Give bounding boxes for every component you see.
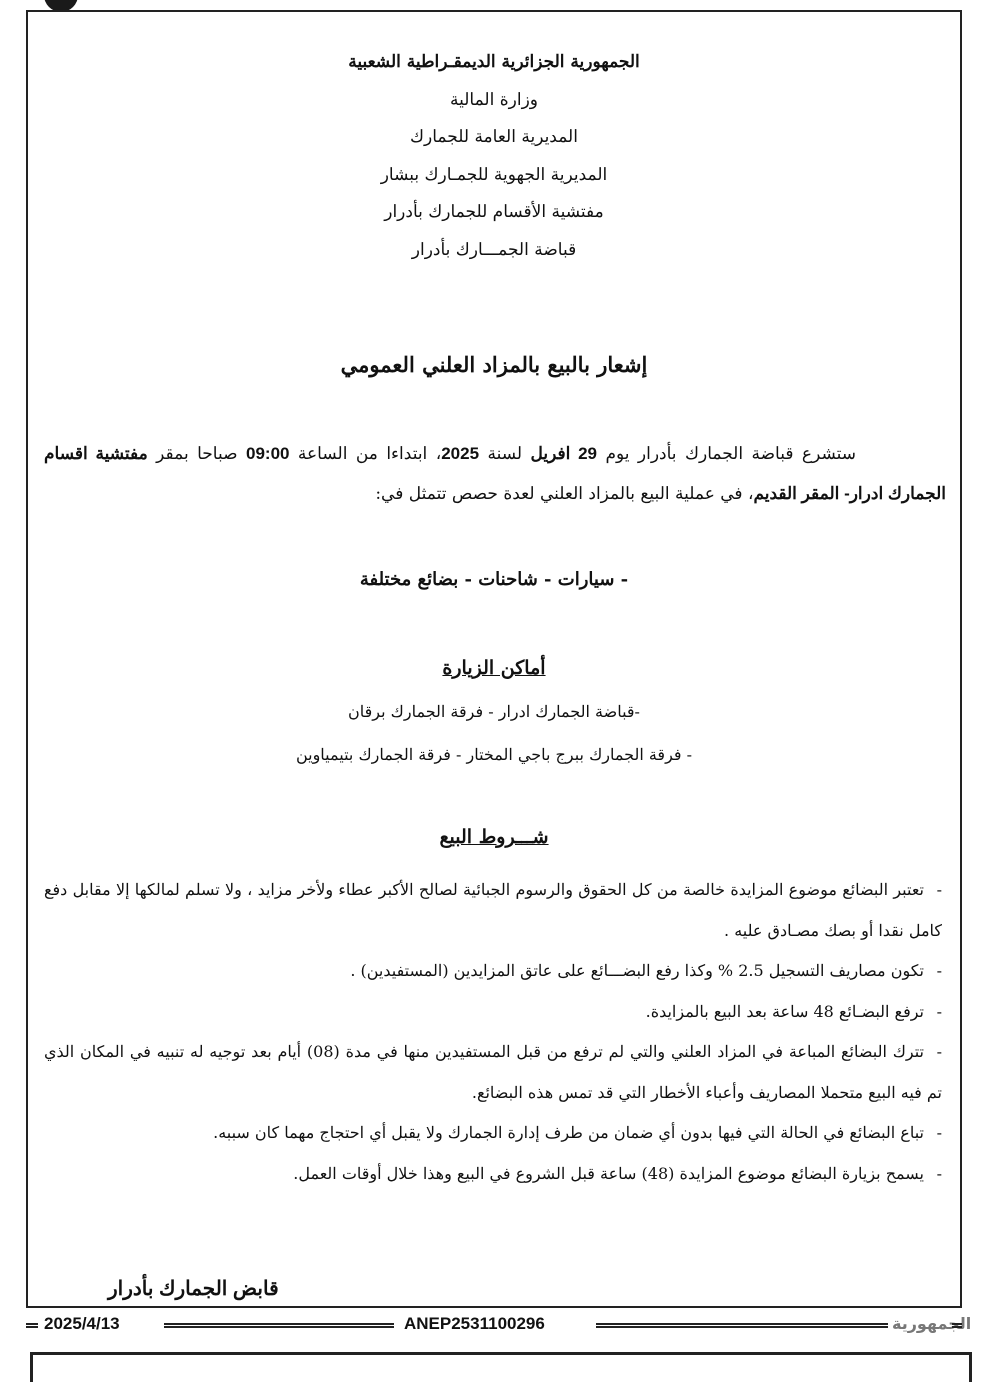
signature: قابض الجمارك بأدرار — [108, 1278, 279, 1300]
anep-code: ANEP2531100296 — [404, 1314, 545, 1333]
footer-rule — [164, 1323, 394, 1328]
header-ministry: وزارة المالية — [450, 89, 538, 110]
header-inspection: مفتشية الأقسام للجمارك بأدرار — [384, 202, 604, 222]
header-block — [28, 44, 960, 269]
lots-list: - سيارات - شاحنات - بضائع مختلفة — [359, 569, 629, 590]
intro-paragraph — [44, 434, 946, 514]
newspaper-name: الجمهورية — [892, 1314, 972, 1333]
intro-text-5: ، في عملية البيع بالمزاد العلني لعدة حصص تتمثل في: — [375, 484, 754, 504]
next-notice-frame — [30, 1352, 972, 1382]
notice-title: إشعار بالبيع بالمزاد العلني العمومي — [340, 352, 648, 377]
visit-location-1: -قباضة الجمارك ادرار - فرقة الجمارك برقان — [348, 702, 640, 721]
condition-item: -تكون مصاريف التسجيل 2.5 % وكذا رفع البضـــائع على عاتق المزايدين (المستفيدين) . — [350, 961, 942, 980]
footer-rule — [596, 1323, 888, 1328]
conditions-list — [44, 870, 942, 1194]
notice-frame — [26, 10, 962, 1308]
sale-time: 09:00 — [246, 444, 290, 463]
header-republic: الجمهورية الجزائرية الديمقـراطية الشعبية — [348, 52, 640, 72]
visit-heading: أماكن الزيارة — [442, 657, 546, 679]
header-regional-directorate: المديرية الجهوية للجمـارك ببشار — [380, 164, 608, 185]
condition-item: -تباع البضائع في الحالة التي فيها بدون أي ضمان من طرف إدارة الجمارك ولا يقبل أي احتجاج مهما كان سببه. — [213, 1123, 942, 1142]
sale-year: 2025 — [441, 444, 480, 463]
footer-bar — [26, 1314, 972, 1340]
footer-rule — [26, 1323, 38, 1328]
visit-location-2: - فرقة الجمارك ببرج باجي المختار - فرقة الجمارك بتيمياوين — [295, 745, 693, 764]
sale-date: 29 افريل — [530, 444, 598, 463]
header-receivership: قباضة الجمـــارك بأدرار — [411, 239, 577, 260]
intro-text-2: لسنة — [479, 444, 531, 464]
sale-place: مفتشية اقسام الجمارك ادرار- المقر القديم — [44, 444, 946, 503]
conditions-heading: شـــروط البيع — [439, 826, 549, 848]
publication-date: 2025/4/13 — [44, 1314, 120, 1333]
footer-rule — [952, 1323, 962, 1328]
condition-item: -يسمح بزيارة البضائع موضوع المزايدة (48) ساعة قبل الشروع في البيع وهذا خلال أوقات العمل. — [293, 1163, 942, 1183]
condition-item: -ترفع البضـائع 48 ساعة بعد البيع بالمزايدة. — [645, 1001, 942, 1021]
intro-text-1: ستشرع قباضة الجمارك بأدرار يوم — [597, 444, 856, 464]
intro-text-4: صباحا بمقر — [147, 444, 246, 464]
intro-text-3: ، ابتداءا من الساعة — [289, 444, 442, 464]
condition-item: -تعتبر البضائع موضوع المزايدة خالصة من كل الحقوق والرسوم الجبائية لصالح الأكبر عطاء ولأخر مزايد ، ولا تسلم لمالكها إلا مقابل دفع كامل نقدا أو بصك مصـادق عليه . — [44, 880, 942, 940]
header-general-directorate: المديرية العامة للجمارك — [410, 127, 578, 147]
condition-item: -تترك البضائع المباعة في المزاد العلني والتي لم ترفع من قبل المستفيدين منها في مدة (08) أيام بعد توجيه له تنبيه في المكان الذي تم فيه البيع متحملا المصاريف وأعباء الأخطار التي قد تمس هذه البضائع. — [44, 1042, 942, 1102]
